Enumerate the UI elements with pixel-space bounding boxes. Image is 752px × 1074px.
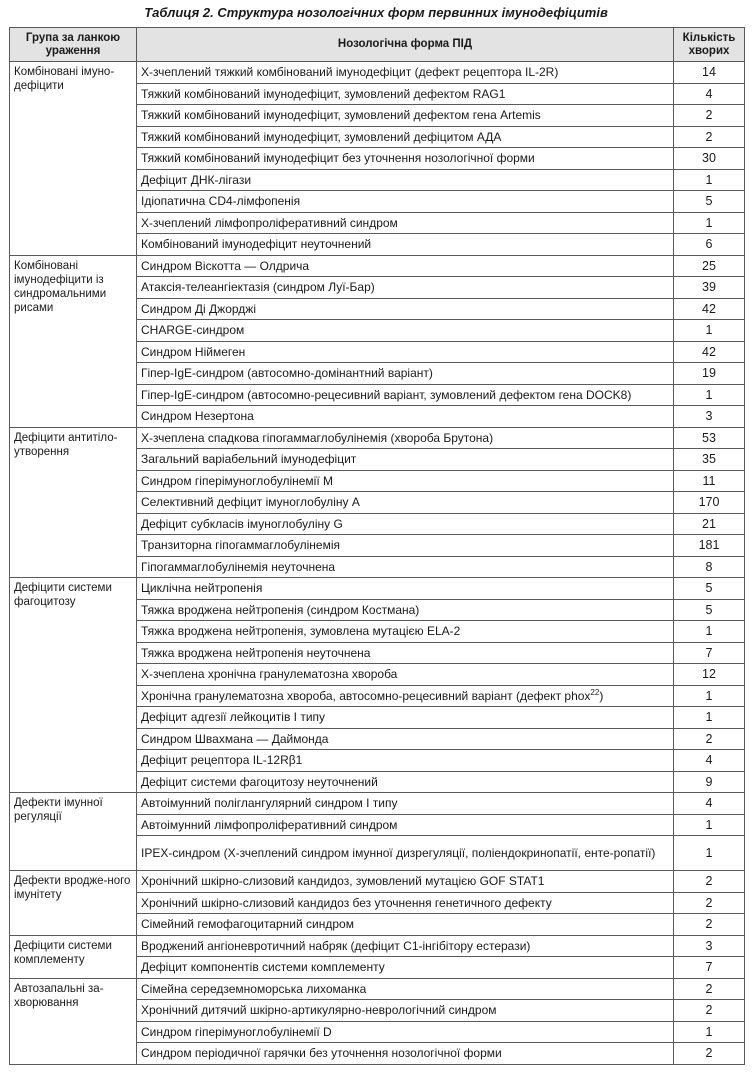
count-cell: 7 bbox=[674, 957, 745, 979]
form-cell: Тяжкий комбінований імунодефіцит без уточнення нозологічної форми bbox=[137, 148, 674, 170]
count-cell: 2 bbox=[674, 914, 745, 936]
count-cell: 4 bbox=[674, 83, 745, 105]
form-cell: Дефіцит адгезії лейкоцитів І типу bbox=[137, 707, 674, 729]
form-cell: Тяжкий комбінований імунодефіцит, зумовлений дефектом RAG1 bbox=[137, 83, 674, 105]
count-cell: 53 bbox=[674, 427, 745, 449]
form-cell: Дефіцит компонентів системи комплементу bbox=[137, 957, 674, 979]
count-cell: 11 bbox=[674, 470, 745, 492]
form-cell: Сімейна середземноморська лихоманка bbox=[137, 978, 674, 1000]
form-cell: Хронічний дитячий шкірно-артикулярно-неврологічний синдром bbox=[137, 1000, 674, 1022]
form-cell: Транзиторна гіпогаммаглобулінемія bbox=[137, 535, 674, 557]
table-header-row bbox=[10, 28, 745, 62]
form-cell: Вроджений ангіоневротичний набряк (дефіцит С1-інгібітору естерази) bbox=[137, 935, 674, 957]
group-cell: Комбіновані імуно-дефіцити bbox=[10, 62, 137, 256]
table-caption: Таблиця 2. Структура нозологічних форм первинних імунодефіцитів bbox=[144, 5, 608, 20]
table-row bbox=[10, 255, 745, 277]
count-cell: 3 bbox=[674, 935, 745, 957]
table-body bbox=[10, 62, 745, 1065]
count-cell: 3 bbox=[674, 406, 745, 428]
form-cell: Х-зчеплений тяжкий комбінований імунодефіцит (дефект рецептора IL-2R) bbox=[137, 62, 674, 84]
form-text-tail: ) bbox=[599, 688, 604, 703]
form-cell: Дефіцит системи фагоцитозу неуточнений bbox=[137, 771, 674, 793]
group-cell: Комбіновані імунодефіцити із синдромальними рисами bbox=[10, 255, 137, 427]
form-cell: IPEX-синдром (Х-зчеплений синдром імунної дизрегуляції, поліендокринопатії, енте-ропатії) bbox=[137, 836, 674, 871]
form-cell: Синдром гіперімуноглобулінемії М bbox=[137, 470, 674, 492]
count-cell: 2 bbox=[674, 892, 745, 914]
header-group: Група за ланкою ураження bbox=[10, 28, 137, 62]
count-cell: 1 bbox=[674, 814, 745, 836]
group-cell: Дефекти вродже-ного імунітету bbox=[10, 871, 137, 936]
form-cell: Тяжкий комбінований імунодефіцит, зумовлений дефіцитом АДА bbox=[137, 126, 674, 148]
count-cell: 181 bbox=[674, 535, 745, 557]
form-cell: Атаксія-телеангіектазія (синдром Луї-Бар) bbox=[137, 277, 674, 299]
count-cell: 2 bbox=[674, 1043, 745, 1065]
form-text: Хронічна гранулематозна хвороба, автосомно-рецесивний варіант (дефект phox bbox=[141, 688, 591, 703]
form-cell: Селективний дефіцит імуноглобуліну А bbox=[137, 492, 674, 514]
form-cell: Синдром Віскотта — Олдрича bbox=[137, 255, 674, 277]
count-cell: 4 bbox=[674, 793, 745, 815]
count-cell: 9 bbox=[674, 771, 745, 793]
form-cell: Циклічна нейтропенія bbox=[137, 578, 674, 600]
count-cell: 42 bbox=[674, 341, 745, 363]
table-row bbox=[10, 871, 745, 893]
group-cell: Дефекти імунної регуляції bbox=[10, 793, 137, 871]
table-row bbox=[10, 427, 745, 449]
count-cell: 2 bbox=[674, 1000, 745, 1022]
form-cell: Комбінований імунодефіцит неуточнений bbox=[137, 234, 674, 256]
form-cell: Хронічний шкірно-слизовий кандидоз без уточнення генетичного дефекту bbox=[137, 892, 674, 914]
form-cell: Гіпогаммаглобулінемія неуточнена bbox=[137, 556, 674, 578]
count-cell: 39 bbox=[674, 277, 745, 299]
group-cell: Дефіцити системи комплементу bbox=[10, 935, 137, 978]
count-cell: 21 bbox=[674, 513, 745, 535]
form-cell: Синдром Незертона bbox=[137, 406, 674, 428]
count-cell: 2 bbox=[674, 728, 745, 750]
count-cell: 7 bbox=[674, 642, 745, 664]
table-row bbox=[10, 978, 745, 1000]
count-cell: 5 bbox=[674, 599, 745, 621]
form-cell: Синдром Швахмана — Даймонда bbox=[137, 728, 674, 750]
group-cell: Дефіцити системи фагоцитозу bbox=[10, 578, 137, 793]
count-cell: 25 bbox=[674, 255, 745, 277]
form-cell: Дефіцит рецептора IL-12Rβ1 bbox=[137, 750, 674, 772]
count-cell: 1 bbox=[674, 836, 745, 871]
count-cell: 12 bbox=[674, 664, 745, 686]
count-cell: 170 bbox=[674, 492, 745, 514]
table-row bbox=[10, 935, 745, 957]
form-cell: Хронічний шкірно-слизовий кандидоз, зумовлений мутацією GOF STAT1 bbox=[137, 871, 674, 893]
form-cell bbox=[137, 685, 674, 707]
header-count: Кількість хворих bbox=[674, 28, 745, 62]
form-cell: Дефіцит субкласів імуноглобуліну G bbox=[137, 513, 674, 535]
group-cell: Автозапальні за-хворювання bbox=[10, 978, 137, 1064]
count-cell: 1 bbox=[674, 685, 745, 707]
group-cell: Дефіцити антитіло-утворення bbox=[10, 427, 137, 578]
count-cell: 30 bbox=[674, 148, 745, 170]
count-cell: 1 bbox=[674, 169, 745, 191]
count-cell: 2 bbox=[674, 105, 745, 127]
form-superscript: 22 bbox=[590, 687, 600, 697]
pid-structure-table bbox=[9, 27, 745, 1065]
count-cell: 1 bbox=[674, 320, 745, 342]
count-cell: 1 bbox=[674, 384, 745, 406]
table-row bbox=[10, 62, 745, 84]
form-cell: Х-зчеплена спадкова гіпогаммаглобулінемія (хвороба Брутона) bbox=[137, 427, 674, 449]
form-cell: Тяжка вроджена нейтропенія неуточнена bbox=[137, 642, 674, 664]
form-cell: CHARGE-синдром bbox=[137, 320, 674, 342]
form-cell: Автоімунний поліглангулярний синдром І типу bbox=[137, 793, 674, 815]
form-cell: Ідіопатична CD4-лімфопенія bbox=[137, 191, 674, 213]
count-cell: 1 bbox=[674, 707, 745, 729]
form-cell: Х-зчеплена хронічна гранулематозна хвороба bbox=[137, 664, 674, 686]
count-cell: 35 bbox=[674, 449, 745, 471]
count-cell: 5 bbox=[674, 578, 745, 600]
form-cell: Синдром Ніймеген bbox=[137, 341, 674, 363]
header-form: Нозологічна форма ПІД bbox=[137, 28, 674, 62]
form-cell: Тяжкий комбінований імунодефіцит, зумовлений дефектом гена Artemis bbox=[137, 105, 674, 127]
count-cell: 6 bbox=[674, 234, 745, 256]
count-cell: 2 bbox=[674, 871, 745, 893]
count-cell: 2 bbox=[674, 978, 745, 1000]
count-cell: 5 bbox=[674, 191, 745, 213]
form-cell: Загальний варіабельний імунодефіцит bbox=[137, 449, 674, 471]
count-cell: 1 bbox=[674, 1021, 745, 1043]
count-cell: 1 bbox=[674, 621, 745, 643]
count-cell: 4 bbox=[674, 750, 745, 772]
form-cell: Синдром періодичної гарячки без уточнення нозологічної форми bbox=[137, 1043, 674, 1065]
count-cell: 42 bbox=[674, 298, 745, 320]
form-cell: Сімейний гемофагоцитарний синдром bbox=[137, 914, 674, 936]
count-cell: 8 bbox=[674, 556, 745, 578]
form-cell: Дефіцит ДНК-лігази bbox=[137, 169, 674, 191]
count-cell: 1 bbox=[674, 212, 745, 234]
form-cell: Автоімунний лімфопроліферативний синдром bbox=[137, 814, 674, 836]
count-cell: 14 bbox=[674, 62, 745, 84]
table-row bbox=[10, 793, 745, 815]
count-cell: 19 bbox=[674, 363, 745, 385]
form-cell: Гіпер-IgE-синдром (автосомно-домінантний варіант) bbox=[137, 363, 674, 385]
form-cell: Гіпер-IgE-синдром (автосомно-рецесивний варіант, зумовлений дефектом гена DOCK8) bbox=[137, 384, 674, 406]
form-cell: Х-зчеплений лімфопроліферативний синдром bbox=[137, 212, 674, 234]
form-cell: Тяжка вроджена нейтропенія (синдром Костмана) bbox=[137, 599, 674, 621]
count-cell: 2 bbox=[674, 126, 745, 148]
form-cell: Синдром Ді Джорджі bbox=[137, 298, 674, 320]
form-cell: Синдром гіперімуноглобулінемії D bbox=[137, 1021, 674, 1043]
form-cell: Тяжка вроджена нейтропенія, зумовлена мутацією ELA-2 bbox=[137, 621, 674, 643]
table-row bbox=[10, 578, 745, 600]
